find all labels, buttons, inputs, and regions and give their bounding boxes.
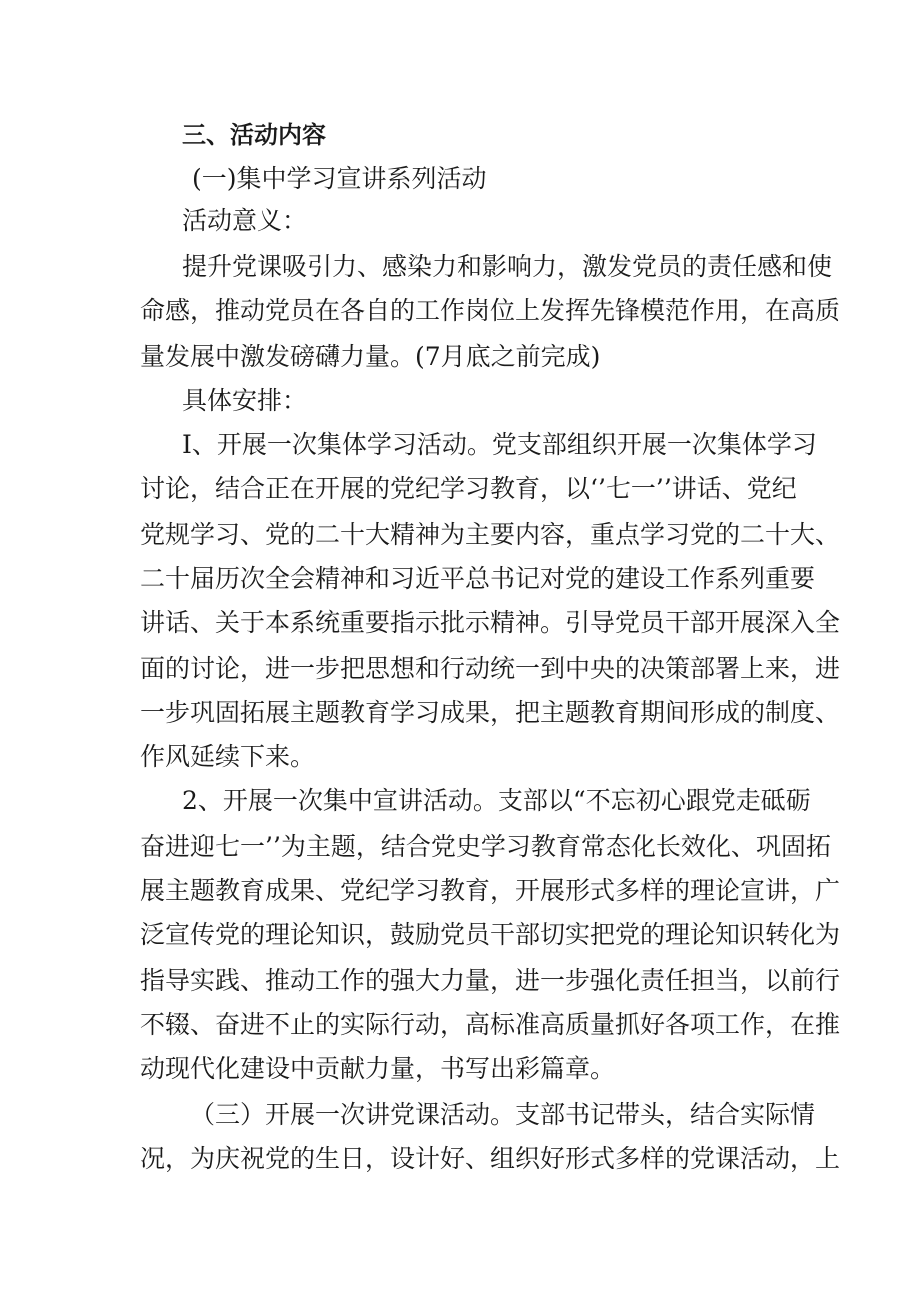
item-1-line: 作风延续下来。 <box>140 742 316 771</box>
item-2-line: 不辍、奋进不止的实际行动，高标准高质量抓好各项工作，在推 <box>140 1010 841 1039</box>
item-1-line: 党规学习、党的二十大精神为主要内容，重点学习党的二十大、 <box>140 520 841 549</box>
item-2-line: 2、开展一次集中宣讲活动。支部以“不忘初心跟党走砥砺 <box>182 786 811 815</box>
item-1-line: 二十届历次全会精神和习近平总书记对党的建设工作系列重要 <box>140 564 816 593</box>
item-2-line: 奋进迎七一’’为主题，结合党史学习教育常态化长效化、巩固拓 <box>140 832 831 861</box>
item-2-line: 展主题教育成果、党纪学习教育，开展形式多样的理论宣讲，广 <box>140 876 841 905</box>
meaning-line: 命感，推动党员在各自的工作岗位上发挥先锋模范作用，在高质 <box>140 296 841 325</box>
meaning-line: 提升党课吸引力、感染力和影响力，激发党员的责任感和使 <box>182 252 833 281</box>
item-2-line: 指导实践、推动工作的强大力量，进一步强化责任担当，以前行 <box>140 966 841 995</box>
subsection-heading: (一)集中学习宣讲系列活动 <box>192 164 487 193</box>
item-2-line: 泛宣传党的理论知识，鼓励党员干部切实把党的理论知识转化为 <box>140 920 841 949</box>
meaning-line: 量发展中激发磅礴力量。(7月底之前完成) <box>140 342 601 371</box>
arrangement-label: 具体安排： <box>182 386 308 415</box>
item-2-line: 动现代化建设中贡献力量，书写出彩篇章。 <box>140 1054 616 1083</box>
meaning-label: 活动意义： <box>182 206 308 235</box>
item-1-line: 一步巩固拓展主题教育学习成果，把主题教育期间形成的制度、 <box>140 698 841 727</box>
item-1-line: I、开展一次集体学习活动。党支部组织开展一次集体学习 <box>182 430 817 459</box>
item-3-line: 况，为庆祝党的生日，设计好、组织好形式多样的党课活动，上 <box>140 1144 841 1173</box>
section-heading: 三、活动内容 <box>182 121 326 149</box>
item-1-line: 讨论，结合正在开展的党纪学习教育，以‘’七一’’讲话、党纪 <box>140 474 797 503</box>
item-1-line: 面的讨论，进一步把思想和行动统一到中央的决策部署上来，进 <box>140 654 841 683</box>
item-3-line: （三）开展一次讲党课活动。支部书记带头，结合实际情 <box>190 1100 816 1129</box>
item-1-line: 讲话、关于本系统重要指示批示精神。引导党员干部开展深入全 <box>140 608 841 637</box>
